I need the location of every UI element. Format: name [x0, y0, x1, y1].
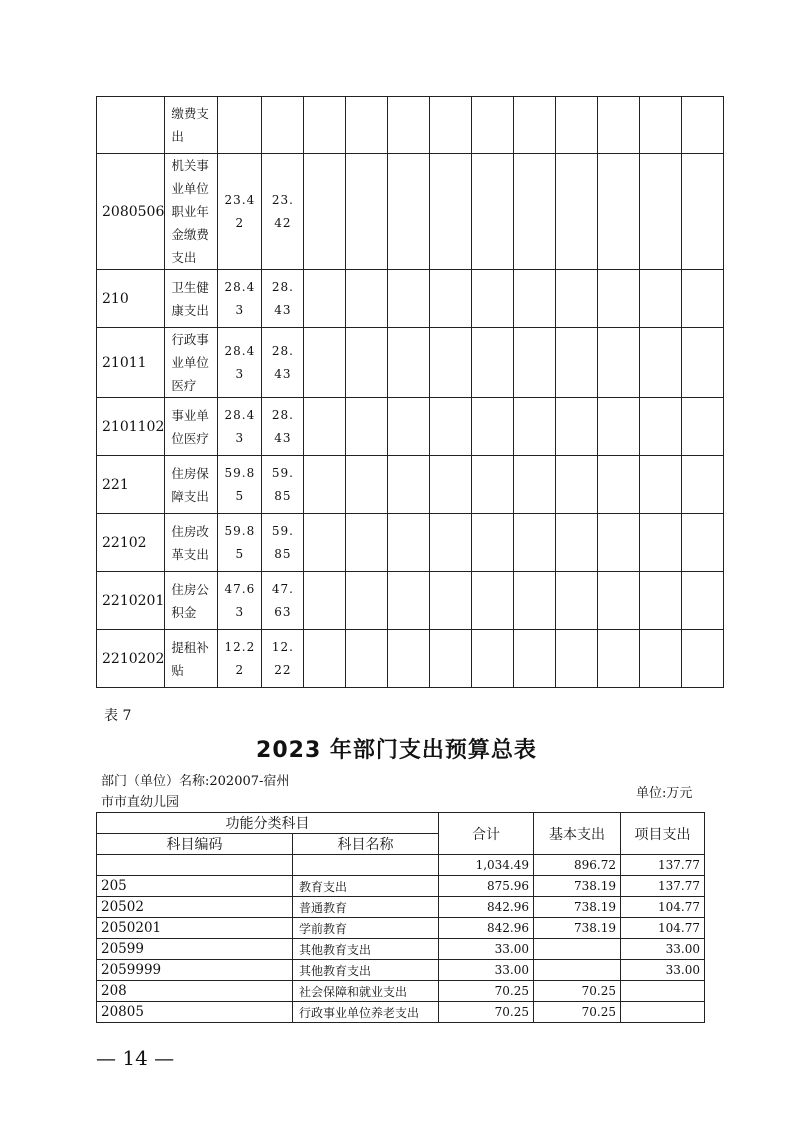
subject-name-cell: 其他教育支出: [293, 939, 439, 960]
subject-code-cell: 22102: [97, 514, 165, 572]
empty-cell: [682, 270, 724, 328]
empty-cell: [304, 630, 346, 688]
subject-code-cell: 2050201: [97, 918, 293, 939]
empty-cell: [346, 630, 388, 688]
empty-cell: [346, 328, 388, 398]
amount-cell: 28.43: [218, 328, 262, 398]
continuation-table: [96, 96, 724, 688]
subject-name-cell: 行政事业单位养老支出: [293, 1002, 439, 1023]
empty-cell: [556, 154, 598, 270]
empty-cell: [556, 630, 598, 688]
amount-cell: 47.63: [262, 572, 304, 630]
subject-code-cell: 2080506: [97, 154, 165, 270]
empty-cell: [556, 270, 598, 328]
subject-code-cell: 2059999: [97, 960, 293, 981]
subject-name-cell: 普通教育: [293, 897, 439, 918]
empty-cell: [346, 572, 388, 630]
empty-cell: [640, 572, 682, 630]
table-row: [97, 981, 705, 1002]
empty-cell: [388, 514, 430, 572]
amount-cell: 59.85: [262, 456, 304, 514]
empty-cell: [304, 97, 346, 154]
empty-cell: [598, 398, 640, 456]
amount-cell: [218, 97, 262, 154]
project-expense-cell: [621, 981, 705, 1002]
empty-cell: [388, 270, 430, 328]
table-row: [97, 328, 724, 398]
empty-cell: [388, 154, 430, 270]
empty-cell: [682, 572, 724, 630]
subject-name-cell: 行政事业单位医疗: [165, 328, 218, 398]
empty-cell: [598, 97, 640, 154]
subject-code-cell: 210: [97, 270, 165, 328]
project-expense-cell: 137.77: [621, 876, 705, 897]
empty-cell: [682, 630, 724, 688]
subject-name-cell: 其他教育支出: [293, 960, 439, 981]
empty-cell: [388, 456, 430, 514]
basic-expense-cell: [534, 960, 621, 981]
empty-cell: [430, 154, 472, 270]
header-total: 合计: [439, 813, 534, 855]
subject-name-cell: 事业单位医疗: [165, 398, 218, 456]
table-row: [97, 398, 724, 456]
total-cell: 842.96: [439, 918, 534, 939]
table-row: [97, 939, 705, 960]
subject-name-cell: 教育支出: [293, 876, 439, 897]
empty-cell: [640, 328, 682, 398]
empty-cell: [304, 398, 346, 456]
table-row: [97, 876, 705, 897]
subject-code-cell: 20502: [97, 897, 293, 918]
amount-cell: 12.22: [262, 630, 304, 688]
table-row: [97, 1002, 705, 1023]
empty-cell: [430, 456, 472, 514]
amount-cell: 59.85: [218, 456, 262, 514]
empty-cell: [388, 398, 430, 456]
empty-cell: [346, 270, 388, 328]
empty-cell: [472, 398, 514, 456]
empty-cell: [514, 398, 556, 456]
amount-cell: 23.42: [218, 154, 262, 270]
empty-cell: [430, 572, 472, 630]
empty-cell: [598, 572, 640, 630]
subject-code-cell: 2210201: [97, 572, 165, 630]
empty-cell: [472, 456, 514, 514]
amount-cell: 28.43: [262, 270, 304, 328]
table-row: [97, 855, 705, 876]
empty-cell: [346, 97, 388, 154]
empty-cell: [472, 328, 514, 398]
empty-cell: [304, 572, 346, 630]
empty-cell: [388, 97, 430, 154]
total-cell: 875.96: [439, 876, 534, 897]
project-expense-cell: [621, 1002, 705, 1023]
subject-code-cell: 2101102: [97, 398, 165, 456]
table-row: [97, 97, 724, 154]
subject-code-cell: [97, 855, 293, 876]
empty-cell: [514, 97, 556, 154]
total-cell: 842.96: [439, 897, 534, 918]
subject-code-cell: [97, 97, 165, 154]
subject-name-cell: [293, 855, 439, 876]
project-expense-cell: 104.77: [621, 918, 705, 939]
amount-cell: 47.63: [218, 572, 262, 630]
table-row: [97, 456, 724, 514]
empty-cell: [640, 154, 682, 270]
empty-cell: [346, 154, 388, 270]
table-row: [97, 572, 724, 630]
empty-cell: [304, 328, 346, 398]
empty-cell: [682, 514, 724, 572]
empty-cell: [388, 630, 430, 688]
header-subject-code: 科目编码: [97, 834, 293, 855]
empty-cell: [556, 398, 598, 456]
subject-name-cell: 社会保障和就业支出: [293, 981, 439, 1002]
empty-cell: [388, 572, 430, 630]
total-cell: 1,034.49: [439, 855, 534, 876]
empty-cell: [304, 456, 346, 514]
subject-name-cell: 住房公积金: [165, 572, 218, 630]
subject-name-cell: 学前教育: [293, 918, 439, 939]
project-expense-cell: 33.00: [621, 960, 705, 981]
empty-cell: [346, 398, 388, 456]
table-row: [97, 154, 724, 270]
empty-cell: [598, 630, 640, 688]
empty-cell: [346, 514, 388, 572]
empty-cell: [556, 97, 598, 154]
subject-name-cell: 缴费支出: [165, 97, 218, 154]
empty-cell: [640, 514, 682, 572]
header-functional-category: 功能分类科目: [97, 813, 439, 834]
empty-cell: [556, 514, 598, 572]
subject-name-cell: 提租补贴: [165, 630, 218, 688]
amount-cell: 28.43: [218, 398, 262, 456]
table-row: [97, 897, 705, 918]
header-subject-name: 科目名称: [293, 834, 439, 855]
subject-name-cell: 住房改革支出: [165, 514, 218, 572]
empty-cell: [640, 97, 682, 154]
empty-cell: [640, 398, 682, 456]
empty-cell: [430, 270, 472, 328]
basic-expense-cell: 70.25: [534, 1002, 621, 1023]
basic-expense-cell: [534, 939, 621, 960]
project-expense-cell: 33.00: [621, 939, 705, 960]
empty-cell: [682, 456, 724, 514]
empty-cell: [556, 328, 598, 398]
amount-cell: 28.43: [262, 398, 304, 456]
amount-cell: 59.85: [218, 514, 262, 572]
empty-cell: [640, 270, 682, 328]
empty-cell: [346, 456, 388, 514]
empty-cell: [682, 154, 724, 270]
basic-expense-cell: 738.19: [534, 876, 621, 897]
empty-cell: [514, 154, 556, 270]
empty-cell: [472, 630, 514, 688]
total-cell: 70.25: [439, 981, 534, 1002]
project-expense-cell: 104.77: [621, 897, 705, 918]
empty-cell: [304, 154, 346, 270]
empty-cell: [304, 514, 346, 572]
basic-expense-cell: 738.19: [534, 897, 621, 918]
page-title: 2023 年部门支出预算总表: [256, 738, 537, 763]
table-number: 表 7: [104, 708, 132, 724]
basic-expense-cell: 70.25: [534, 981, 621, 1002]
empty-cell: [556, 572, 598, 630]
empty-cell: [388, 328, 430, 398]
amount-cell: 23.42: [262, 154, 304, 270]
empty-cell: [598, 154, 640, 270]
empty-cell: [514, 630, 556, 688]
subject-code-cell: 20805: [97, 1002, 293, 1023]
empty-cell: [598, 456, 640, 514]
empty-cell: [514, 270, 556, 328]
empty-cell: [472, 572, 514, 630]
empty-cell: [472, 514, 514, 572]
table-row: [97, 270, 724, 328]
project-expense-cell: 137.77: [621, 855, 705, 876]
subject-name-cell: 机关事业单位职业年金缴费支出: [165, 154, 218, 270]
empty-cell: [514, 328, 556, 398]
empty-cell: [598, 270, 640, 328]
amount-cell: 12.22: [218, 630, 262, 688]
empty-cell: [640, 630, 682, 688]
subject-name-cell: 卫生健康支出: [165, 270, 218, 328]
table-row: [97, 918, 705, 939]
subject-code-cell: 20599: [97, 939, 293, 960]
subject-code-cell: 205: [97, 876, 293, 897]
empty-cell: [640, 456, 682, 514]
subject-code-cell: 2210202: [97, 630, 165, 688]
total-cell: 33.00: [439, 939, 534, 960]
empty-cell: [430, 514, 472, 572]
empty-cell: [430, 630, 472, 688]
page-number: — 14 —: [96, 1046, 175, 1070]
table-row: [97, 514, 724, 572]
department-label: 部门（单位）名称:202007-宿州市市直幼儿园: [101, 774, 290, 810]
empty-cell: [598, 514, 640, 572]
amount-cell: [262, 97, 304, 154]
header-basic-expense: 基本支出: [534, 813, 621, 855]
table-row: [97, 960, 705, 981]
amount-cell: 59.85: [262, 514, 304, 572]
budget-summary-table: [96, 812, 705, 1023]
subject-name-cell: 住房保障支出: [165, 456, 218, 514]
unit-label: 单位:万元: [636, 786, 693, 801]
total-cell: 33.00: [439, 960, 534, 981]
total-cell: 70.25: [439, 1002, 534, 1023]
amount-cell: 28.43: [218, 270, 262, 328]
empty-cell: [682, 97, 724, 154]
empty-cell: [514, 514, 556, 572]
amount-cell: 28.43: [262, 328, 304, 398]
empty-cell: [304, 270, 346, 328]
header-project-expense: 项目支出: [621, 813, 705, 855]
empty-cell: [472, 270, 514, 328]
subject-code-cell: 221: [97, 456, 165, 514]
empty-cell: [682, 398, 724, 456]
empty-cell: [598, 328, 640, 398]
empty-cell: [556, 456, 598, 514]
empty-cell: [682, 328, 724, 398]
empty-cell: [430, 328, 472, 398]
subject-code-cell: 208: [97, 981, 293, 1002]
empty-cell: [430, 398, 472, 456]
empty-cell: [514, 572, 556, 630]
empty-cell: [514, 456, 556, 514]
table-row: [97, 630, 724, 688]
empty-cell: [472, 97, 514, 154]
empty-cell: [472, 154, 514, 270]
basic-expense-cell: 738.19: [534, 918, 621, 939]
subject-code-cell: 21011: [97, 328, 165, 398]
empty-cell: [430, 97, 472, 154]
basic-expense-cell: 896.72: [534, 855, 621, 876]
